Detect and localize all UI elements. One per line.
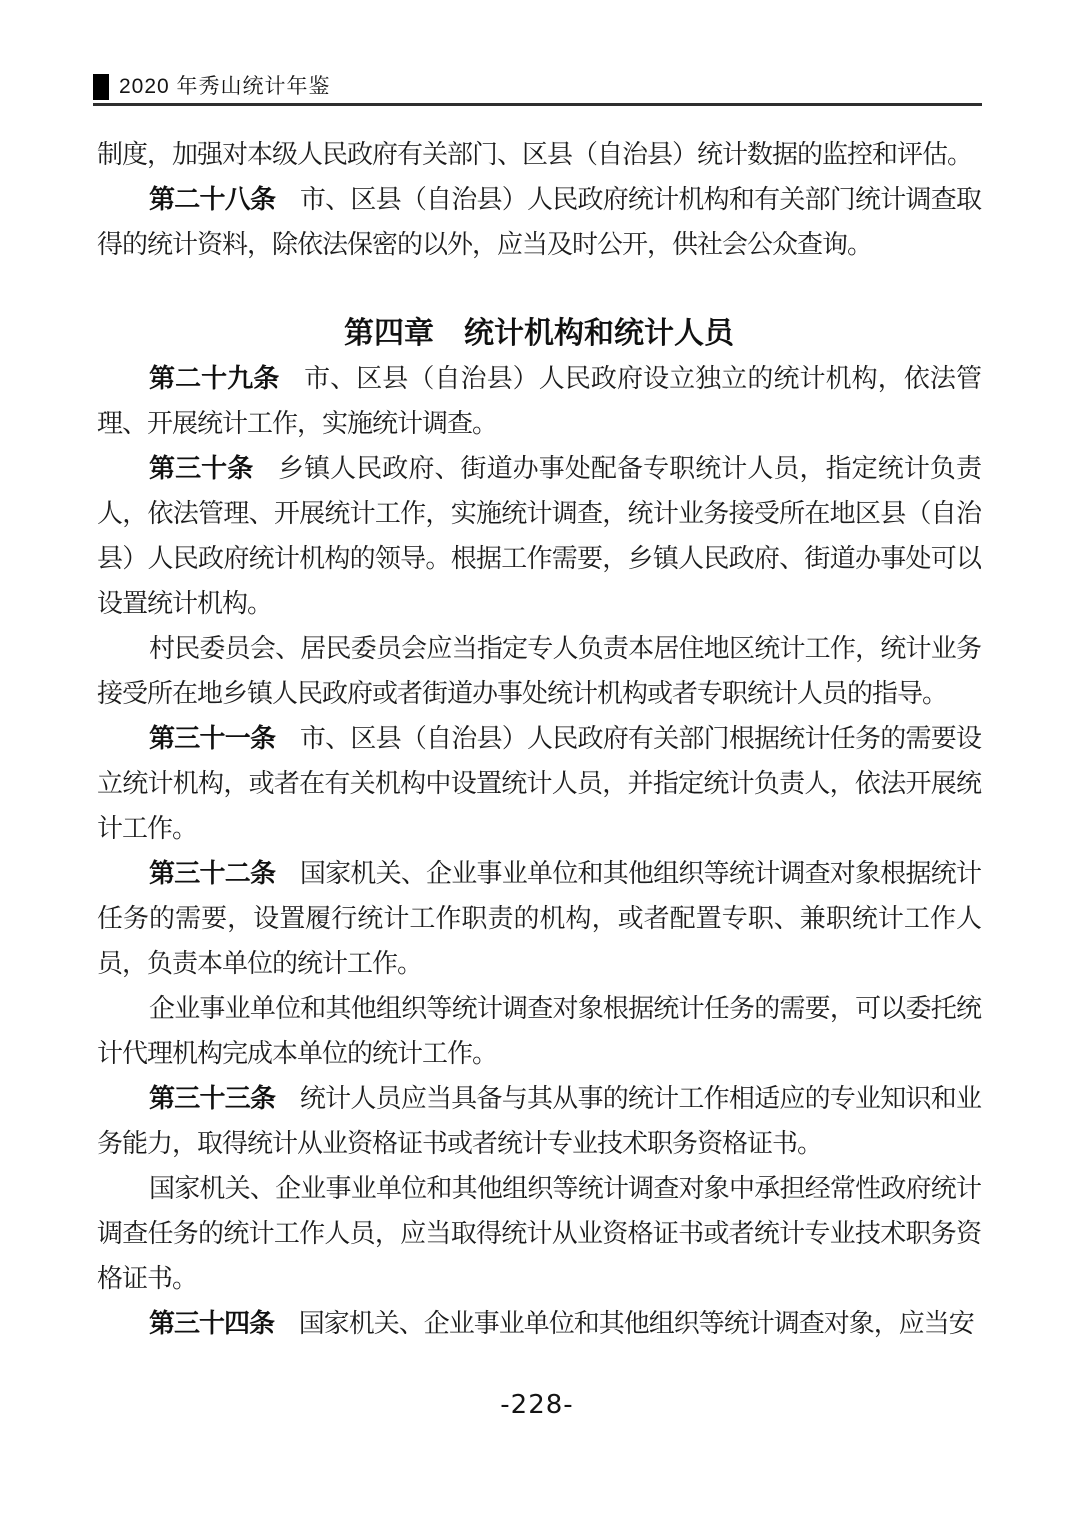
article-29-text: 市、区县（自治县）人民政府设立独立的统计机构，依法管理、开展统计工作，实施统计调查。 bbox=[97, 364, 981, 438]
paragraph-article-33 bbox=[97, 1076, 981, 1166]
paragraph-article-30 bbox=[97, 446, 981, 626]
paragraph-text: 国家机关、企业事业单位和其他组织等统计调查对象中承担经常性政府统计调查任务的统计工作人员，应当取得统计从业资格证书或者统计专业技术职务资格证书。 bbox=[97, 1174, 981, 1293]
article-29-number: 第二十九条 bbox=[149, 363, 280, 393]
article-33-text: 统计人员应当具备与其从事的统计工作相适应的专业知识和业务能力，取得统计从业资格证书或者统计专业技术职务资格证书。 bbox=[97, 1084, 981, 1158]
paragraph-text: 村民委员会、居民委员会应当指定专人负责本居住地区统计工作，统计业务接受所在地乡镇人民政府或者街道办事处统计机构或者专职统计人员的指导。 bbox=[97, 634, 981, 708]
article-28-number: 第二十八条 bbox=[149, 184, 276, 214]
article-33-number: 第三十三条 bbox=[149, 1083, 276, 1113]
paragraph-text: 企业事业单位和其他组织等统计调查对象根据统计任务的需要，可以委托统计代理机构完成本单位的统计工作。 bbox=[97, 994, 981, 1068]
chapter-heading: 第四章 统计机构和统计人员 bbox=[344, 317, 734, 350]
paragraph-continuation bbox=[97, 132, 981, 177]
article-32-number: 第三十二条 bbox=[149, 858, 276, 888]
paragraph-committee bbox=[97, 626, 981, 716]
paragraph-article-32 bbox=[97, 851, 981, 986]
article-31-number: 第三十一条 bbox=[149, 723, 276, 753]
page-number: -228- bbox=[500, 1390, 574, 1420]
paragraph-article-29 bbox=[97, 356, 981, 446]
paragraph-article-34 bbox=[97, 1301, 981, 1346]
article-31-text: 市、区县（自治县）人民政府有关部门根据统计任务的需要设立统计机构，或者在有关机构中设置统计人员，并指定统计负责人，依法开展统计工作。 bbox=[97, 724, 981, 843]
page-footer bbox=[0, 1390, 1074, 1420]
page-header bbox=[93, 74, 982, 106]
paragraph-certificate bbox=[97, 1166, 981, 1301]
paragraph-text: 制度，加强对本级人民政府有关部门、区县（自治县）统计数据的监控和评估。 bbox=[97, 140, 973, 169]
article-34-number: 第三十四条 bbox=[149, 1308, 275, 1338]
paragraph-article-28 bbox=[97, 177, 981, 267]
article-34-text: 国家机关、企业事业单位和其他组织等统计调查对象，应当安 bbox=[298, 1309, 974, 1338]
document-body bbox=[97, 132, 981, 1346]
article-28-text: 市、区县（自治县）人民政府统计机构和有关部门统计调查取得的统计资料，除依法保密的以外，应当及时公开，供社会公众查询。 bbox=[97, 185, 981, 259]
header-block-marker-icon bbox=[93, 74, 109, 100]
paragraph-agency bbox=[97, 986, 981, 1076]
article-30-number: 第三十条 bbox=[149, 453, 254, 483]
header-title: 2020 年秀山统计年鉴 bbox=[119, 75, 331, 98]
article-30-text: 乡镇人民政府、街道办事处配备专职统计人员，指定统计负责人，依法管理、开展统计工作，实施统计调查，统计业务接受所在地区县（自治县）人民政府统计机构的领导。根据工作需要，乡镇人民政府、街道办事处可以设置统计机构。 bbox=[97, 454, 981, 618]
article-32-text: 国家机关、企业事业单位和其他组织等统计调查对象根据统计任务的需要，设置履行统计工作职责的机构，或者配置专职、兼职统计工作人员，负责本单位的统计工作。 bbox=[97, 859, 981, 978]
paragraph-article-31 bbox=[97, 716, 981, 851]
